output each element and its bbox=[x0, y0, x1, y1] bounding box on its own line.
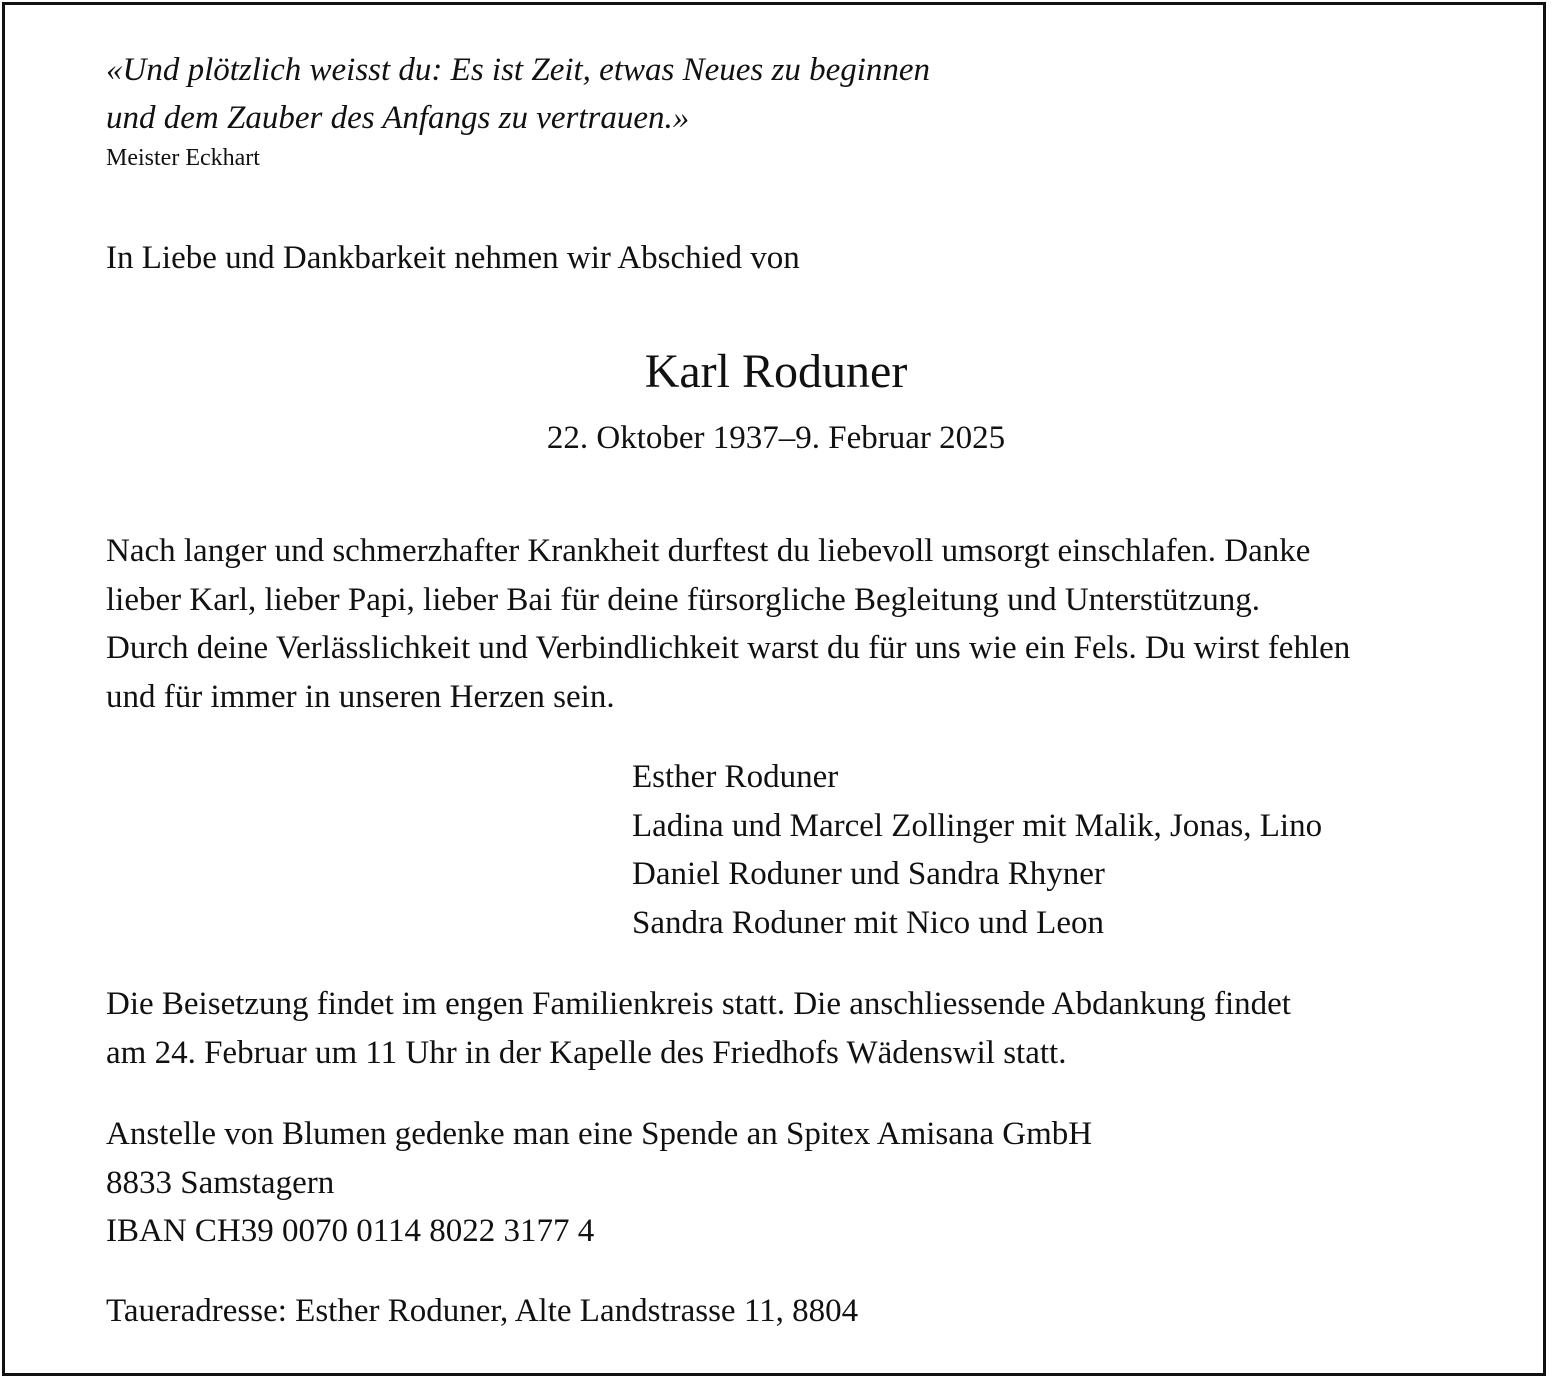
epigraph-quote bbox=[106, 46, 930, 142]
mourner-name: Esther Roduner bbox=[632, 759, 839, 795]
donation-line: 8833 Samstagern bbox=[106, 1164, 335, 1201]
donation-line: IBAN CH39 0070 0114 8022 3177 4 bbox=[106, 1213, 595, 1249]
life-dates: 22. Oktober 1937–9. Februar 2025 bbox=[546, 420, 1006, 456]
mourner-name: Ladina und Marcel Zollinger mit Malik, Jonas, Lino bbox=[632, 807, 1323, 844]
funeral-line: Die Beisetzung findet im engen Familienkreis statt. Die anschliessende Abdankung findet bbox=[106, 986, 1291, 1022]
mourners-list bbox=[632, 753, 1322, 947]
message-line: Durch deine Verlässlichkeit und Verbindlichkeit warst du für uns wie ein Fels. Du wirst fehlen bbox=[106, 630, 1351, 666]
quote-line: «Und plötzlich weisst du: Es ist Zeit, etwas Neues zu beginnen bbox=[106, 52, 931, 88]
funeral-details bbox=[106, 980, 1291, 1077]
mourner-name: Daniel Roduner und Sandra Rhyner bbox=[632, 856, 1105, 892]
message-line: Nach langer und schmerzhafter Krankheit durftest du liebevoll umsorgt einschlafen. Danke bbox=[106, 533, 1311, 569]
donation-line: Anstelle von Blumen gedenke man eine Spende an Spitex Amisana GmbH bbox=[106, 1116, 1093, 1152]
mourner-name: Sandra Roduner mit Nico und Leon bbox=[632, 904, 1104, 941]
quote-author: Meister Eckhart bbox=[106, 145, 260, 171]
message-line: und für immer in unseren Herzen sein. bbox=[106, 678, 615, 715]
funeral-line: am 24. Februar um 11 Uhr in der Kapelle des Friedhofs Wädenswil statt. bbox=[106, 1034, 1067, 1071]
deceased-name: Karl Roduner bbox=[644, 345, 908, 398]
donation-details bbox=[106, 1110, 1092, 1256]
mourning-address: Taueradresse: Esther Roduner, Alte Landstrasse 11, 8804 bbox=[106, 1293, 859, 1329]
message-line: lieber Karl, lieber Papi, lieber Bai für deine fürsorgliche Begleitung und Unterstützung. bbox=[106, 581, 1261, 618]
farewell-intro: In Liebe und Dankbarkeit nehmen wir Abschied von bbox=[106, 240, 800, 276]
farewell-message bbox=[106, 527, 1350, 721]
quote-line: und dem Zauber des Anfangs zu vertrauen.» bbox=[106, 100, 690, 136]
